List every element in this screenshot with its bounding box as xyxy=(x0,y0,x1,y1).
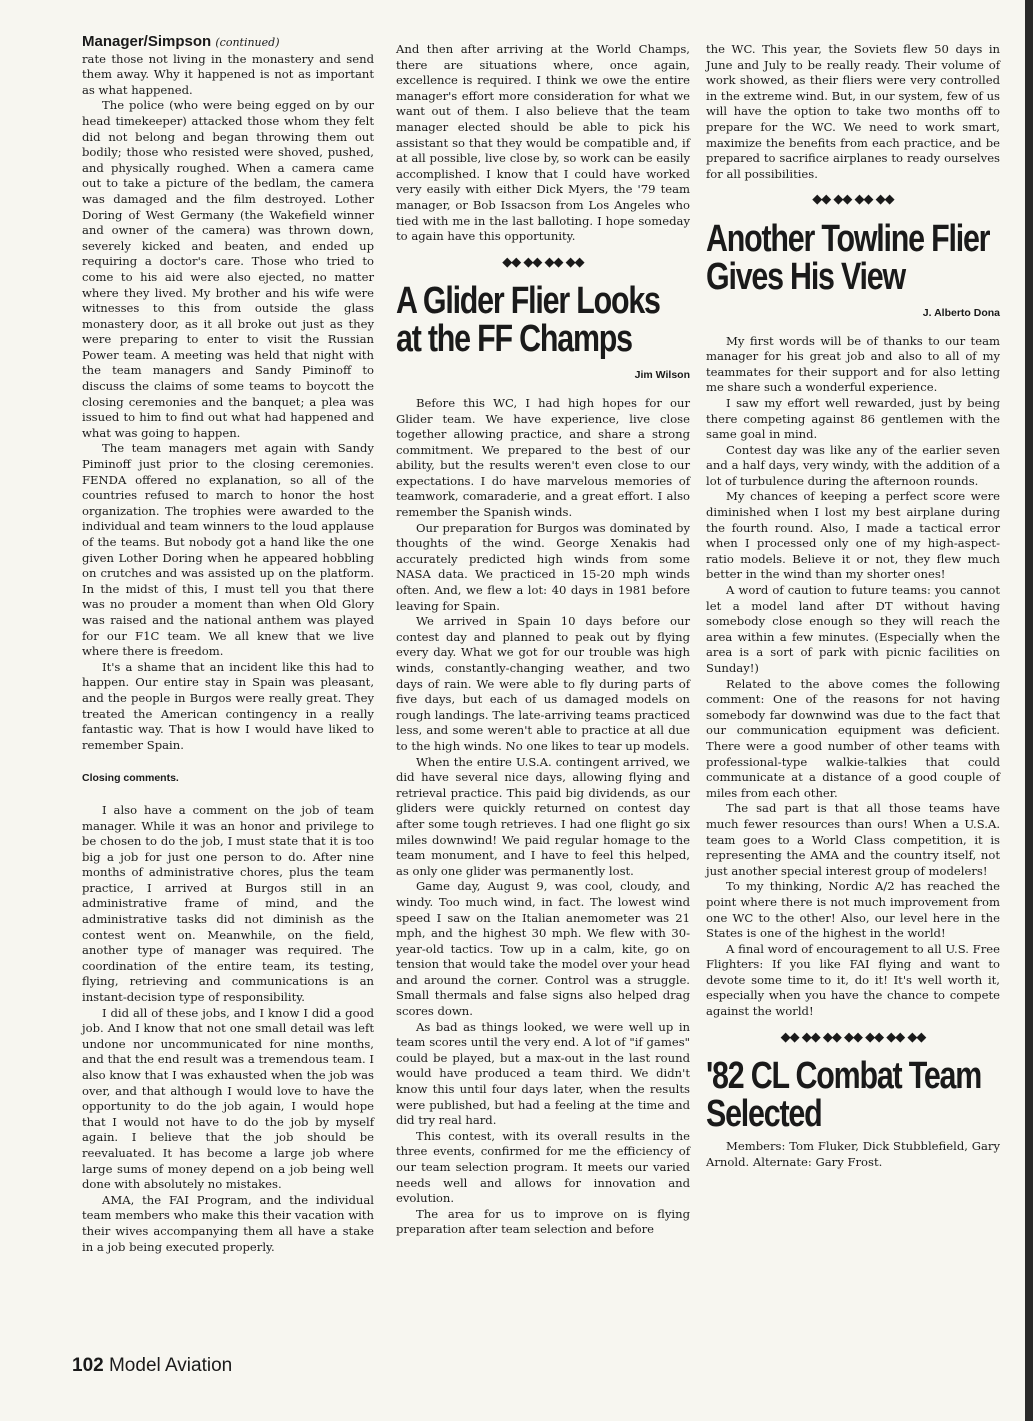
column-2 xyxy=(396,42,690,1238)
paragraph: I did all of these jobs, and I know I did a good job. And I know that not one small detail was left undone nor uncommunicated for nine months, and that the end result was a tremendous team. I also know that I was exhausted when the job was over, and that although I would love to have the opportunity to do the job again, I would hope that I would not have to do the job by myself again. I believe that the job should be reevaluated. It has become a large job where large sums of money depend on a job being well done with absolutely no mistakes. xyxy=(82,1005,374,1192)
paragraph: To my thinking, Nordic A/2 has reached the point where there is not much improvement from one WC to the other! Also, our level here in the States is one of the highest in the world! xyxy=(706,879,1000,941)
paragraph: My chances of keeping a perfect score were diminished when I lost my best airplane during the fourth round. Also, I made a tactical error when I processed only one of my high-aspect-ratio models. Believe it or not, they flew much better in the wind than my shorter ones! xyxy=(706,489,1000,582)
page-folio xyxy=(72,1355,232,1377)
paragraph: The area for us to improve on is flying preparation after team selection and before xyxy=(396,1206,690,1237)
paragraph: the WC. This year, the Soviets flew 50 days in June and July to be really ready. Their volume of work showed, as their fliers were very controlled in the extreme wind. But, in our system, few of us will have the option to take two months off to prepare for the WC. We need to work smart, maximize the benefits from each practice, and be prepared to sacrifice airplanes to ready ourselves for all possibilities. xyxy=(706,42,1000,181)
paragraph: The team managers met again with Sandy Piminoff just prior to the closing ceremonies. FENDA offered no explanation, so all of the countries refused to march to honor the host organization. The trophies were awarded to the individual and team winners to the loud applause of the teams. But nobody got a hand like the one given Lother Doring when he appeared hobbling on crutches and was assisted up on the platform. In the midst of this, I must tell you that there was no prouder a moment than when Old Glory was raised and the national anthem was played for our F1C team. We all knew that we live where there is freedom. xyxy=(82,441,374,659)
diamond-divider: ◆◆ ◆◆ ◆◆ ◆◆ ◆◆ ◆◆ ◆◆ xyxy=(780,1029,926,1045)
paragraph: My first words will be of thanks to our team manager for his great job and also to all of my teammates for their support and for also letting me share such a wonderful experience. xyxy=(706,333,1000,395)
paragraph: A word of caution to future teams: you cannot let a model land after DT without having somebody close enough so they will reach the area within a few minutes. (Especially when the area is a sort of park with picnic facilities on Sunday!) xyxy=(706,583,1000,675)
page-number: 102 xyxy=(72,1355,104,1376)
byline: Jim Wilson xyxy=(634,369,690,382)
paragraph: When the entire U.S.A. contingent arrived, we did have several nice days, allowing flying and retrieval practice. This paid big dividends, as our gliders were quickly returned on contest day after some tough retrieves. I had one flight go six miles downwind! We paid regular homage to the team monument, and I have to feel this helped, as only one glider was permanently lost. xyxy=(396,754,690,878)
paragraph: A final word of encouragement to all U.S. Free Flighters: If you like FAI flying and want to devote some time to it, do it! It's well worth it, especially when you have the chance to compete against the world! xyxy=(706,941,1000,1019)
paragraph: rate those not living in the monastery and send them away. Why it happened is not as important as what happened. xyxy=(82,51,374,97)
paragraph: I also have a comment on the job of team manager. While it was an honor and privilege to be chosen to do the job, I must state that it is too big a job for just one person to do. After nine months of administrative chores, plus the team practice, I arrived at Burgos still in an administrative frame of mind, and the administrative tasks did not diminish as the contest went on. Meanwhile, on the field, another type of manager was required. The coordination of the entire team, its testing, flying, retrieving and communications is an instant-decision type of responsibility. xyxy=(82,802,374,1005)
paragraph: AMA, the FAI Program, and the individual team members who make this their vacation with their wives accompanying them all have a stake in a job being executed properly. xyxy=(82,1192,374,1254)
paragraph: Before this WC, I had high hopes for our Glider team. We have experience, live close together allowing practice, and share a strong commitment. We prepared to the best of our ability, but the results weren't even close to our expectations. I do have marvelous memories of teamwork, comaraderie, and a great effort. I also remember the Spanish winds. xyxy=(396,395,690,520)
subhead: Closing comments. xyxy=(82,772,179,785)
diamond-divider: ◆◆ ◆◆ ◆◆ ◆◆ xyxy=(812,192,894,208)
paragraph: Game day, August 9, was cool, cloudy, and windy. Too much wind, in fact. The lowest wind speed I saw on the Italian anemometer was 21 mph, and the highest 30 mph. We flew with 30-year-old tactics. Tow up in a calm, kite, go on tension that would take the model over your head and around the corner. Control was a struggle. Small thermals and false signs also helped drag scores down. xyxy=(396,879,690,1019)
paragraph: Related to the above comes the following comment: One of the reasons for not having somebody far downwind was due to the fact that our communication equipment was deficient. There were a good number of other teams with professional-type walkie-talkies that could communicate at a distance of a good couple of miles from each other. xyxy=(706,676,1000,800)
paragraph: It's a shame that an incident like this had to happen. Our entire stay in Spain was pleasant, and the people in Burgos were really great. They treated the American contingency in a really fantastic way. That is how I would have liked to remember Spain. xyxy=(82,659,374,752)
paragraph: The sad part is that all those teams have much fewer resources than ours! When a U.S.A. team goes to a World Class competition, it is representing the AMA and the country itself, not just another special interest group of modelers! xyxy=(706,801,1000,878)
article-headline: A Glider Flier Looks at the FF Champs xyxy=(396,280,660,361)
article-headline: Another Towline Flier Gives His View xyxy=(706,217,990,298)
column-3 xyxy=(706,42,1000,1170)
paragraph: I saw my effort well rewarded, just by being there competing against 86 gentlemen with the same goal in mind. xyxy=(706,395,1000,442)
paragraph: This contest, with its overall results in the three events, confirmed for me the efficiency of our team selection program. It meets our varied needs well and allows for innovation and evolution. xyxy=(396,1128,690,1206)
column-1 xyxy=(82,34,374,1255)
diamond-divider: ◆◆ ◆◆ ◆◆ ◆◆ xyxy=(502,254,584,270)
article-headline: '82 CL Combat Team Selected xyxy=(706,1055,982,1136)
byline: J. Alberto Dona xyxy=(922,306,1000,319)
page-edge xyxy=(1025,0,1033,1421)
paragraph: As bad as things looked, we were well up in team scores until the very end. A lot of "if games" could be played, but a max-out in the last round would have produced a team third. We didn't know this until four days later, when the results were published, but had a feeling at the time and did try real hard. xyxy=(396,1019,690,1128)
paragraph: Our preparation for Burgos was dominated by thoughts of the wind. George Xenakis had accurately predicted high winds from some NASA data. We practiced in 15-20 mph winds often. And, we flew a lot: 40 days in 1981 before leaving for Spain. xyxy=(396,520,690,613)
paragraph: We arrived in Spain 10 days before our contest day and planned to peak out by flying every day. What we got for our trouble was high winds, constantly-changing weather, and two days of rain. We were able to fly during parts of five days, but each of us damaged models on rough landings. The late-arriving teams practiced less, and some weren't able to practice at all due to the high winds. No one likes to tear up models. xyxy=(396,614,690,753)
paragraph: Members: Tom Fluker, Dick Stubblefield, Gary Arnold. Alternate: Gary Frost. xyxy=(706,1139,1000,1169)
running-head: Manager/Simpson (continued) xyxy=(82,33,280,50)
paragraph: The police (who were being egged on by our head timekeeper) attacked those whom they felt did not belong and began throwing them out bodily; those who resisted were shoved, pushed, and physically roughed. When a camera came out to take a picture of the bedlam, the camera was damaged and the film destroyed. Lother Doring of West Germany (the Wakefield winner and owner of the camera) was thrown down, severely kicked and beaten, and ended up requiring a doctor's care. Those who tried to come to his aid were also ejected, no matter where they lived. My brother and his wife were witnesses to this from outside the glass monastery door, as it all broke out just as they were preparing to enter to visit the Russian Power team. A meeting was held that night with the team managers and Sandy Piminoff to discuss the claims of some teams to boycott the closing ceremonies and the banquet; a plea was issued to him to find out what had happened and what was going to happen. xyxy=(82,98,374,440)
magazine-name: Model Aviation xyxy=(108,1355,233,1376)
paragraph: Contest day was like any of the earlier seven and a half days, very windy, with the addition of a lot of turbulence during the afternoon rounds. xyxy=(706,442,1000,488)
paragraph: And then after arriving at the World Champs, there are situations where, once again, excellence is required. I think we owe the entire manager's effort more consideration for what we want out of them. I also believe that the team manager elected should be able to pick his assistant so that they would be compatible and, if at all possible, live close by, so work can be easily accomplished. I know that I could have worked very easily with either Dick Myers, the '79 team manager, or Bob Issacson from Los Angeles who tied with me in the last balloting. I hope someday to again have this opportunity. xyxy=(396,42,690,244)
